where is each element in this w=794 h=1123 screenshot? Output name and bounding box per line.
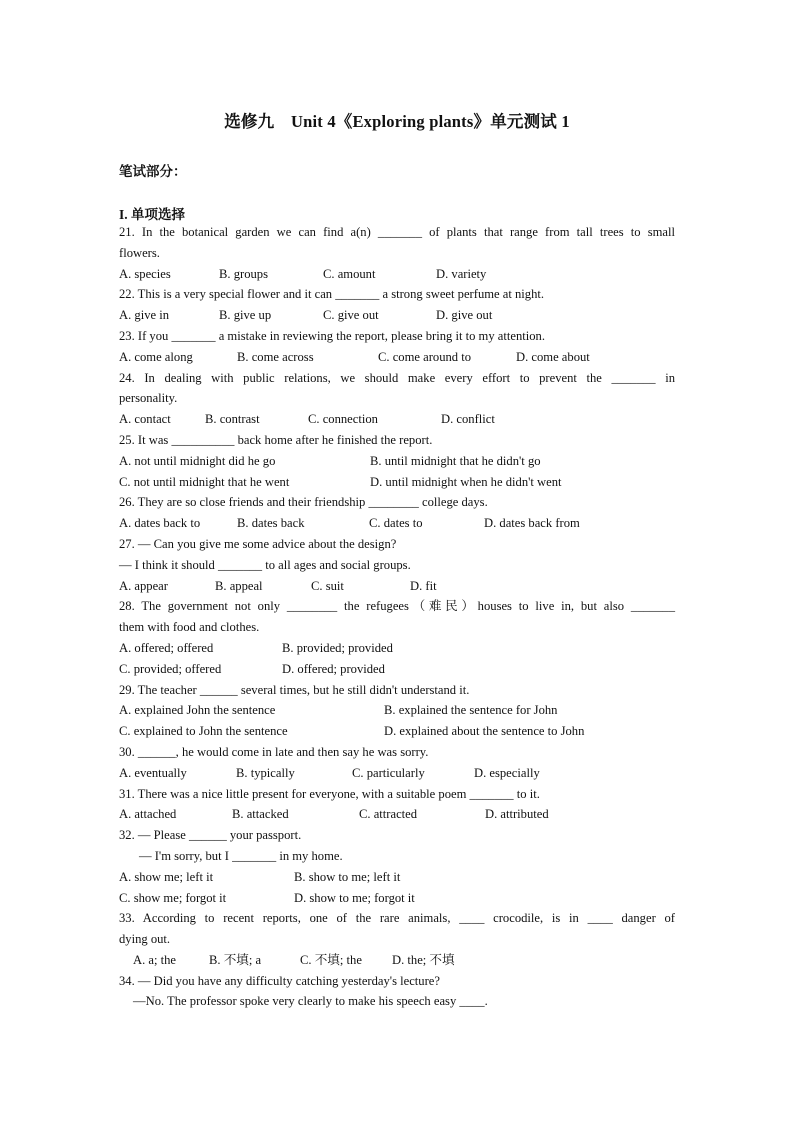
- question-22-stem: 22. This is a very special flower and it can _______ a strong sweet perfume at night.: [119, 287, 545, 302]
- q30-option-a: A. eventually: [119, 765, 187, 780]
- question-28-stem-line-1: 28. The government not only ________ the refugees（难民）houses to live in, but also _______: [119, 599, 675, 614]
- question-32-stem-line-2: — I'm sorry, but I _______ in my home.: [139, 848, 343, 863]
- question-29-options-row-2: [119, 721, 675, 742]
- q30-option-b: B. typically: [236, 765, 295, 780]
- q26-option-d: D. dates back from: [484, 516, 580, 531]
- q22-option-c: C. give out: [323, 308, 379, 323]
- question-21-stem-line-2: flowers.: [119, 245, 160, 260]
- q23-option-d: D. come about: [516, 349, 590, 364]
- question-26-options: [119, 513, 675, 534]
- q23-option-a: A. come along: [119, 349, 193, 364]
- q25-option-b: B. until midnight that he didn't go: [370, 453, 541, 468]
- q27-option-a: A. appear: [119, 578, 168, 593]
- question-22-options: [119, 305, 675, 326]
- q22-option-d: D. give out: [436, 308, 493, 323]
- q22-option-a: A. give in: [119, 308, 170, 323]
- q21-option-b: B. groups: [219, 266, 268, 281]
- question-25-options-row-1: [119, 451, 675, 472]
- q24-option-a: A. contact: [119, 412, 171, 427]
- question-28-options-row-2: [119, 659, 675, 680]
- q31-option-c: C. attracted: [359, 807, 418, 822]
- question-23-stem: 23. If you _______ a mistake in reviewing the report, please bring it to my attention.: [119, 328, 545, 343]
- question-28-stem-line-2: them with food and clothes.: [119, 620, 260, 635]
- q26-option-b: B. dates back: [237, 516, 305, 531]
- q32-option-c: C. show me; forgot it: [119, 890, 227, 905]
- q33-option-b: B. 不填; a: [209, 952, 262, 967]
- q22-option-b: B. give up: [219, 308, 272, 323]
- question-34-stem-line-2: —No. The professor spoke very clearly to make his speech easy ____.: [133, 994, 488, 1009]
- q25-option-a: A. not until midnight did he go: [119, 453, 276, 468]
- question-23-options: [119, 347, 675, 368]
- question-33-stem-line-1: 33. According to recent reports, one of the rare animals, ____ crocodile, is in ____ danger of: [119, 911, 675, 926]
- q21-option-a: A. species: [119, 266, 171, 281]
- question-27-stem-line-2: — I think it should _______ to all ages and social groups.: [119, 557, 411, 572]
- question-32-options-row-2: [119, 888, 675, 909]
- question-21-options: [119, 264, 675, 285]
- written-part-heading: 笔试部分：: [119, 164, 187, 179]
- section-heading: I. 单项选择: [119, 207, 186, 222]
- question-30-options: [119, 763, 675, 784]
- q32-option-a: A. show me; left it: [119, 869, 214, 884]
- q29-option-c: C. explained to John the sentence: [119, 724, 288, 739]
- question-34-stem-line-1: 34. — Did you have any difficulty catching yesterday's lecture?: [119, 973, 440, 988]
- q27-option-b: B. appeal: [215, 578, 263, 593]
- page-title: 选修九 Unit 4《Exploring plants》单元测试 1: [224, 112, 570, 131]
- question-30-stem: 30. ______, he would come in late and then say he was sorry.: [119, 744, 429, 759]
- question-21-stem-line-1: 21. In the botanical garden we can find a(n) _______ of plants that range from tall trees to small: [119, 225, 675, 239]
- q21-option-c: C. amount: [323, 266, 376, 281]
- question-32-stem-line-1: 32. — Please ______ your passport.: [119, 828, 302, 843]
- question-29-stem: 29. The teacher ______ several times, but he still didn't understand it.: [119, 682, 470, 697]
- q23-option-b: B. come across: [237, 349, 314, 364]
- q33-option-c: C. 不填; the: [300, 952, 362, 967]
- question-24-stem-line-1: 24. In dealing with public relations, we should make every effort to prevent the _______ in: [119, 370, 675, 385]
- q26-option-a: A. dates back to: [119, 516, 201, 531]
- question-25-options-row-2: [119, 472, 675, 493]
- q32-option-b: B. show to me; left it: [294, 869, 401, 884]
- q26-option-c: C. dates to: [369, 516, 423, 531]
- q28-option-b: B. provided; provided: [282, 640, 393, 655]
- question-27-stem-line-1: 27. — Can you give me some advice about the design?: [119, 536, 397, 551]
- question-31-options: [119, 804, 675, 825]
- question-24-stem-line-2: personality.: [119, 391, 178, 406]
- q21-option-d: D. variety: [436, 266, 487, 281]
- question-28-options-row-1: [119, 638, 675, 659]
- q30-option-d: D. especially: [474, 765, 540, 780]
- q27-option-c: C. suit: [311, 578, 344, 593]
- q29-option-b: B. explained the sentence for John: [384, 703, 558, 718]
- question-24-options: [119, 409, 675, 430]
- q32-option-d: D. show to me; forgot it: [294, 890, 415, 905]
- question-26-stem: 26. They are so close friends and their friendship ________ college days.: [119, 495, 488, 510]
- question-list: [119, 222, 675, 1012]
- q27-option-d: D. fit: [410, 578, 437, 593]
- question-33-stem-line-2: dying out.: [119, 932, 171, 947]
- question-33-options: [119, 950, 675, 971]
- q31-option-a: A. attached: [119, 807, 177, 822]
- question-32-options-row-1: [119, 867, 675, 888]
- q23-option-c: C. come around to: [378, 349, 472, 364]
- q33-option-a: A. a; the: [133, 952, 177, 967]
- q28-option-a: A. offered; offered: [119, 640, 214, 655]
- question-29-options-row-1: [119, 700, 675, 721]
- q24-option-c: C. connection: [308, 412, 378, 427]
- q28-option-c: C. provided; offered: [119, 661, 222, 676]
- q31-option-b: B. attacked: [232, 807, 289, 822]
- q30-option-c: C. particularly: [352, 765, 425, 780]
- question-27-options: [119, 576, 675, 597]
- q28-option-d: D. offered; provided: [282, 661, 385, 676]
- q29-option-a: A. explained John the sentence: [119, 703, 276, 718]
- q29-option-d: D. explained about the sentence to John: [384, 724, 585, 739]
- q31-option-d: D. attributed: [485, 807, 549, 822]
- question-25-stem: 25. It was __________ back home after he finished the report.: [119, 432, 433, 447]
- q25-option-d: D. until midnight when he didn't went: [370, 474, 562, 489]
- q24-option-b: B. contrast: [205, 412, 260, 427]
- q33-option-d: D. the; 不填: [392, 952, 455, 967]
- q24-option-d: D. conflict: [441, 412, 495, 427]
- question-31-stem: 31. There was a nice little present for everyone, with a suitable poem _______ to it.: [119, 786, 540, 801]
- q25-option-c: C. not until midnight that he went: [119, 474, 290, 489]
